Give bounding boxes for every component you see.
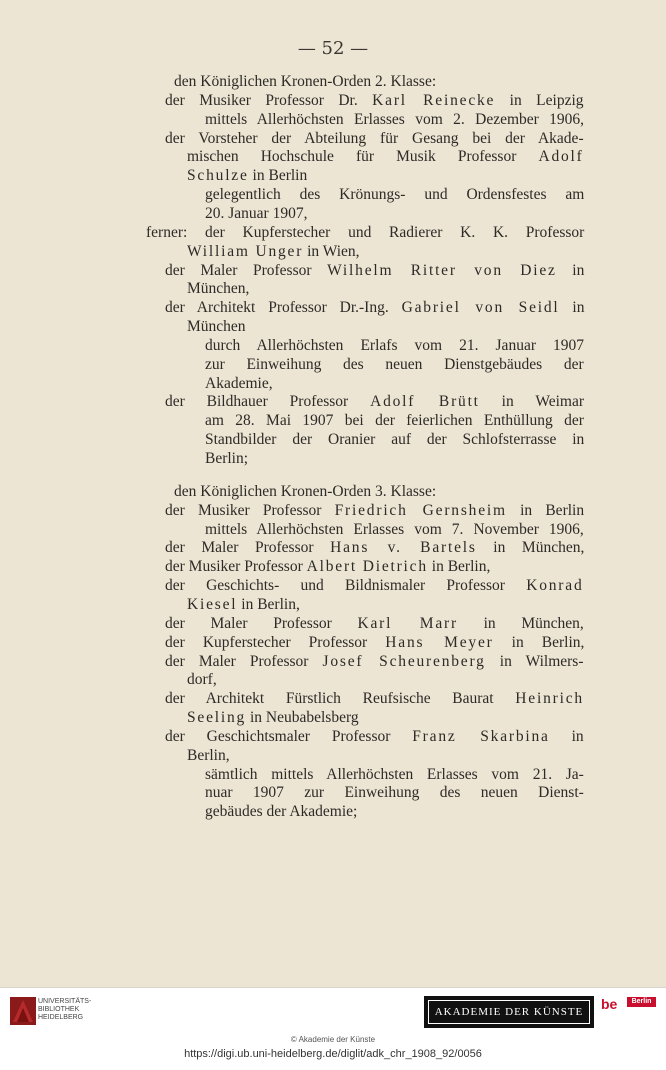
text-segment: der Vorsteher der Abteilung für Gesang bei der Akade- xyxy=(165,129,584,147)
text-line xyxy=(205,431,584,449)
spaced-name: Gabriel von Seidl xyxy=(401,299,560,317)
text-segment: sämtlich mittels Allerhöchsten Erlasses vom 21. Ja- xyxy=(205,765,584,783)
text-segment: gelegentlich des Krönungs- und Ordensfestes am xyxy=(205,186,585,204)
text-line xyxy=(165,558,490,576)
text-segment: der Musiker Professor xyxy=(165,558,307,576)
text-line xyxy=(205,186,584,204)
text-segment: in Berlin xyxy=(248,167,308,185)
library-crest-icon xyxy=(9,996,39,1026)
text-segment: Berlin; xyxy=(205,450,249,467)
text-segment: in Berlin xyxy=(506,501,585,519)
text-line xyxy=(205,766,584,784)
text-line xyxy=(205,521,584,539)
text-segment: der Maler Professor xyxy=(165,261,328,279)
text-segment: der Maler Professor xyxy=(165,539,331,557)
spaced-name: Seeling xyxy=(187,709,247,727)
text-segment: den Königlichen Kronen-Orden 2. Klasse: xyxy=(174,73,437,90)
text-line xyxy=(165,393,584,411)
text-segment: der Geschichtsmaler Professor xyxy=(165,727,413,745)
text-segment: am 28. Mai 1907 bei der feierlichen Enthüllung der xyxy=(205,412,584,430)
text-line xyxy=(205,803,357,821)
text-line xyxy=(187,671,217,689)
text-segment: in Berlin, xyxy=(427,558,491,576)
text-segment: dorf, xyxy=(187,671,217,689)
text-line xyxy=(205,356,584,374)
text-segment: in München, xyxy=(476,539,585,557)
text-segment: der Architekt Fürstlich Reufsische Baurat xyxy=(165,690,516,708)
text-line xyxy=(205,337,584,355)
text-line xyxy=(165,130,584,148)
page-number: — 52 — xyxy=(297,38,369,59)
text-line xyxy=(165,690,584,708)
text-segment: der Maler Professor xyxy=(165,614,358,632)
text-line xyxy=(187,596,300,614)
spaced-name: Karl Marr xyxy=(357,614,458,632)
text-line xyxy=(146,224,584,242)
text-segment: der Musiker Professor xyxy=(165,501,335,519)
spaced-name: Karl Reinecke xyxy=(372,91,496,109)
text-segment: Berlin, xyxy=(187,746,230,764)
viewer-footer xyxy=(0,987,666,1070)
text-line xyxy=(187,280,249,298)
text-segment: der Maler Professor xyxy=(165,652,323,670)
text-segment: in Wilmers- xyxy=(485,652,584,670)
text-segment: München xyxy=(187,318,246,336)
permalink-url[interactable]: https://digi.ub.uni-heidelberg.de/diglit/adk_chr_1908_92/0056 xyxy=(184,1048,482,1060)
spaced-name: Franz Skarbina xyxy=(412,727,550,745)
text-segment: mittels Allerhöchsten Erlasses vom 7. November 1906, xyxy=(205,520,584,538)
text-segment: in xyxy=(549,727,584,745)
akademie-logo[interactable] xyxy=(424,996,594,1028)
text-segment: ferner: der Kupferstecher und Radierer K. K. Professor xyxy=(146,223,585,241)
text-line xyxy=(187,148,584,166)
text-segment: gebäudes der Akademie; xyxy=(205,803,358,821)
text-line xyxy=(187,243,360,261)
text-segment: der Musiker Professor Dr. xyxy=(165,91,373,109)
spaced-name: Albert Dietrich xyxy=(306,558,428,576)
text-line xyxy=(165,299,584,317)
spaced-name: Josef Scheurenberg xyxy=(322,652,486,670)
text-segment: der Bildhauer Professor xyxy=(165,393,371,411)
text-line xyxy=(205,412,584,430)
text-segment: in xyxy=(556,261,585,279)
text-line xyxy=(205,111,584,129)
text-line xyxy=(187,709,359,727)
text-segment: Akademie, xyxy=(205,374,273,392)
text-segment: in xyxy=(559,299,585,317)
text-line xyxy=(205,450,248,468)
berlin-logo-mark: be xyxy=(601,996,618,1012)
text-line xyxy=(174,73,436,91)
text-segment: in Weimar xyxy=(479,393,584,411)
text-line xyxy=(165,653,584,671)
text-line xyxy=(165,92,584,110)
spaced-name: Friedrich Gernsheim xyxy=(334,501,507,519)
text-line xyxy=(165,634,584,652)
spaced-name: Adolf xyxy=(538,148,584,166)
spaced-name: Heinrich xyxy=(515,690,584,708)
text-segment: in Neubabelsberg xyxy=(246,709,359,727)
text-segment: mittels Allerhöchsten Erlasses vom 2. Dezember 1906, xyxy=(205,110,585,128)
spaced-name: Kiesel xyxy=(187,595,238,613)
text-line xyxy=(187,318,246,336)
text-segment: durch Allerhöchsten Erlafs vom 21. Januar 1907 xyxy=(205,336,585,354)
text-segment: mischen Hochschule für Musik Professor xyxy=(187,148,539,166)
copyright-notice: © Akademie der Künste xyxy=(290,1035,376,1044)
text-line xyxy=(205,784,584,802)
spaced-name: Wilhelm Ritter von Diez xyxy=(327,261,557,279)
text-line xyxy=(205,375,273,393)
text-segment: nuar 1907 zur Einweihung des neuen Dienst- xyxy=(205,784,584,802)
text-line xyxy=(165,262,584,280)
text-line xyxy=(165,615,584,633)
text-line xyxy=(205,205,307,223)
berlin-logo-box: Berlin xyxy=(627,997,656,1007)
spaced-name: Konrad xyxy=(526,577,584,595)
text-segment: 20. Januar 1907, xyxy=(205,204,308,222)
text-segment: in Berlin, xyxy=(493,633,585,651)
text-line xyxy=(165,539,584,557)
text-line xyxy=(174,483,436,501)
text-line xyxy=(165,577,584,595)
akademie-label: AKADEMIE DER KÜNSTE xyxy=(434,1006,584,1018)
text-segment: der Kupferstecher Professor xyxy=(165,633,386,651)
text-segment: der Architekt Professor Dr.-Ing. xyxy=(165,299,402,317)
spaced-name: Hans Meyer xyxy=(385,633,494,651)
text-line xyxy=(165,502,584,520)
text-segment: in Wien, xyxy=(303,242,360,260)
spaced-name: Schulze xyxy=(187,167,249,185)
text-segment: den Königlichen Kronen-Orden 3. Klasse: xyxy=(174,482,437,500)
text-line xyxy=(187,167,307,185)
text-segment: München, xyxy=(187,280,250,298)
text-segment: in Leipzig xyxy=(495,91,584,109)
spaced-name: William Unger xyxy=(187,242,304,260)
spaced-name: Adolf Brütt xyxy=(370,393,480,411)
text-segment: in Berlin, xyxy=(237,595,300,613)
text-segment: in München, xyxy=(457,614,584,632)
berlin-logo[interactable] xyxy=(601,996,657,1026)
library-name: UNIVERSITÄTS- BIBLIOTHEK HEIDELBERG xyxy=(38,998,92,1021)
text-line xyxy=(165,728,584,746)
text-segment: der Geschichts- und Bildnismaler Professor xyxy=(165,577,527,595)
university-library-logo[interactable] xyxy=(9,996,41,1026)
text-segment: Standbilder der Oranier auf der Schlofsterrasse in xyxy=(205,431,585,449)
text-line xyxy=(187,747,230,765)
text-segment: zur Einweihung des neuen Dienstgebäudes der xyxy=(205,355,584,373)
spaced-name: Hans v. Bartels xyxy=(330,539,477,557)
